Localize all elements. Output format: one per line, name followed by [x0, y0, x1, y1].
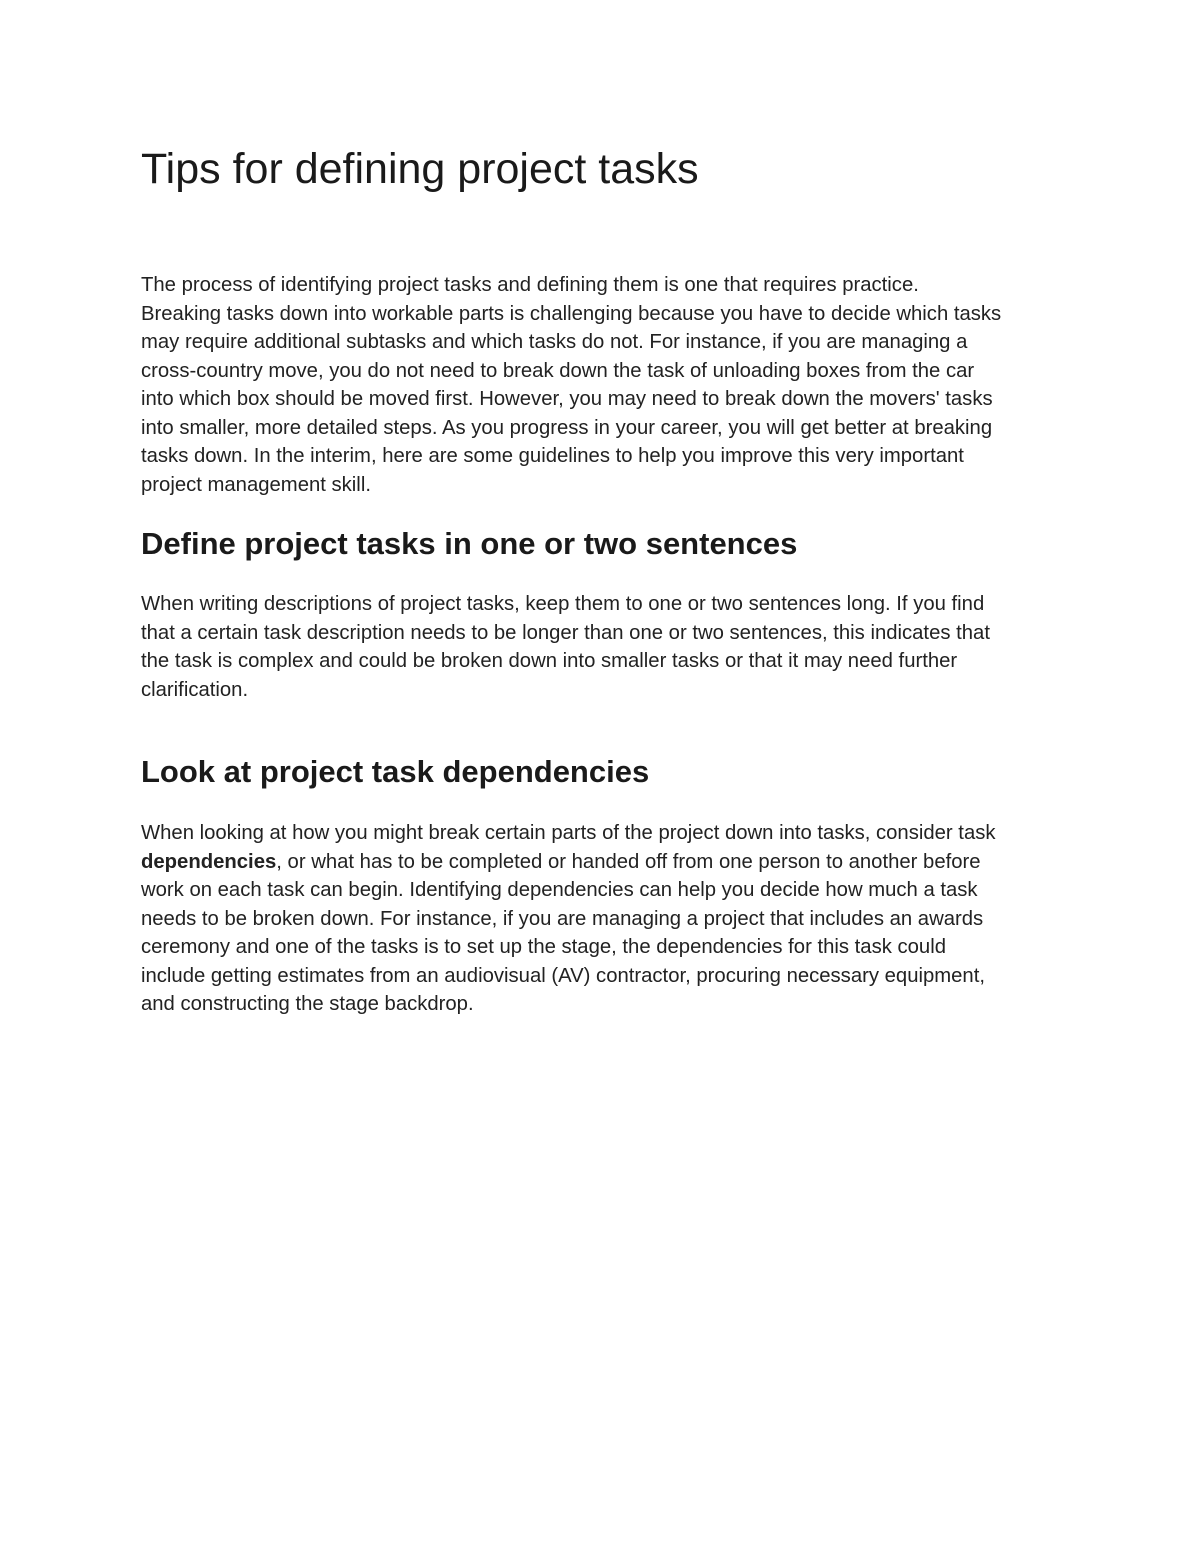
- section-paragraph-dependencies: [141, 819, 996, 1019]
- paragraph-line: that a certain task description needs to be longer than one or two sentences, this indicates that: [141, 621, 990, 644]
- paragraph-line: and constructing the stage backdrop.: [141, 993, 474, 1015]
- paragraph-line: clarification.: [141, 678, 249, 701]
- intro-line: into smaller, more detailed steps. As you progress in your career, you will get better at breaking: [141, 416, 993, 439]
- paragraph-line: the task is complex and could be broken down into smaller tasks or that it may need further: [141, 650, 958, 672]
- intro-line: Breaking tasks down into workable parts is challenging because you have to decide which tasks: [141, 302, 1002, 325]
- intro-line: The process of identifying project tasks and defining them is one that requires practice.: [141, 274, 919, 296]
- intro-line: into which box should be moved first. However, you may need to break down the movers' tasks: [141, 388, 993, 410]
- paragraph-line: include getting estimates from an audiovisual (AV) contractor, procuring necessary equipment,: [141, 964, 985, 987]
- section-paragraph-define-tasks: [141, 590, 990, 704]
- intro-paragraph: [141, 271, 1001, 499]
- section-heading-dependencies: Look at project task dependencies: [141, 754, 650, 789]
- paragraph-line: ceremony and one of the tasks is to set up the stage, the dependencies for this task could: [141, 936, 946, 958]
- paragraph-line: When looking at how you might break certain parts of the project down into tasks, consider task: [141, 822, 996, 844]
- intro-line: project management skill.: [141, 473, 371, 496]
- paragraph-line: When writing descriptions of project tasks, keep them to one or two sentences long. If you find: [141, 593, 985, 615]
- paragraph-line: needs to be broken down. For instance, if you are managing a project that includes an awards: [141, 907, 984, 930]
- dependencies-term: dependencies: [141, 850, 277, 873]
- document-title: Tips for defining project tasks: [141, 145, 699, 193]
- paragraph-line: [141, 848, 996, 877]
- intro-line: cross-country move, you do not need to break down the task of unloading boxes from the car: [141, 359, 975, 382]
- paragraph-line: work on each task can begin. Identifying dependencies can help you decide how much a task: [141, 879, 978, 901]
- section-heading-define-tasks: Define project tasks in one or two sentences: [141, 526, 798, 561]
- intro-line: may require additional subtasks and which tasks do not. For instance, if you are managing a: [141, 331, 968, 353]
- paragraph-line-rest: , or what has to be completed or handed off from one person to another before: [276, 850, 981, 873]
- intro-line: tasks down. In the interim, here are some guidelines to help you improve this very important: [141, 445, 964, 467]
